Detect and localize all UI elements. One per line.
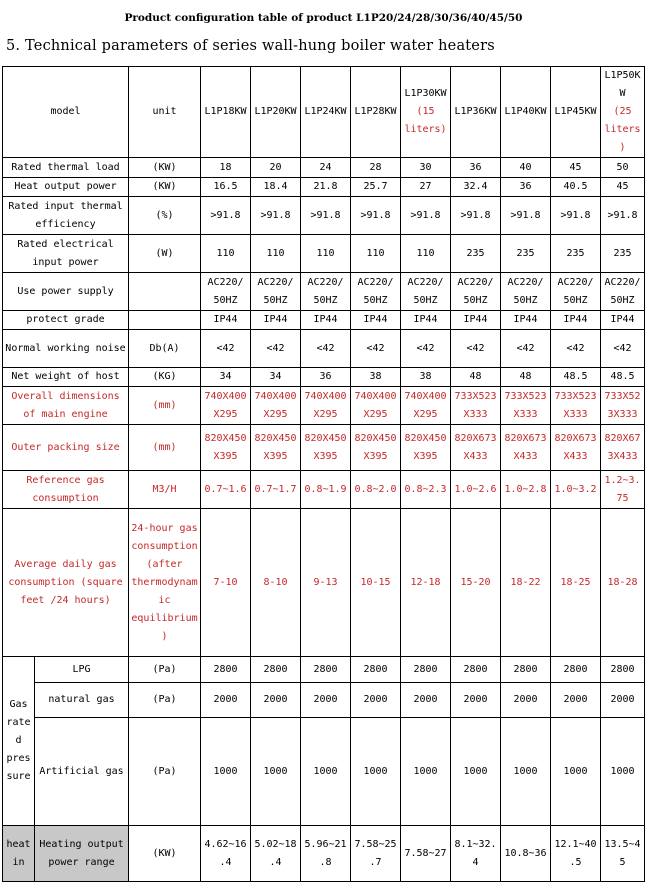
cell: 820X450X395: [401, 425, 451, 471]
cell: 2800: [401, 657, 451, 683]
cell: 2000: [501, 683, 551, 718]
row-unit: (KW): [129, 158, 201, 178]
cell: 2000: [451, 683, 501, 718]
cell: 34: [201, 368, 251, 387]
cell: >91.8: [201, 197, 251, 235]
model-note: (15 liters): [404, 106, 447, 135]
cell: 235: [601, 235, 645, 273]
cell: 7-10: [201, 509, 251, 657]
cell: <42: [251, 330, 301, 368]
cell: >91.8: [401, 197, 451, 235]
row-label: Heating output power range: [35, 826, 129, 882]
cell: 48: [501, 368, 551, 387]
cell: 10.8~36: [501, 826, 551, 882]
cell: 18-25: [551, 509, 601, 657]
cell: >91.8: [351, 197, 401, 235]
cell: 9-13: [301, 509, 351, 657]
cell: 820X673X433: [501, 425, 551, 471]
cell: AC220/ 50HZ: [501, 273, 551, 311]
cell: 45: [601, 178, 645, 197]
cell: 235: [501, 235, 551, 273]
table-row: [3, 197, 645, 235]
cell: 27: [401, 178, 451, 197]
cell: AC220/ 50HZ: [451, 273, 501, 311]
table-row: [3, 387, 645, 425]
table-row: [3, 657, 645, 683]
cell: 2800: [501, 657, 551, 683]
cell: 45: [551, 158, 601, 178]
row-label: natural gas: [35, 683, 129, 718]
cell: 2800: [351, 657, 401, 683]
row-label: Artificial gas: [35, 718, 129, 826]
cell: 12-18: [401, 509, 451, 657]
table-row: [3, 273, 645, 311]
row-unit: (W): [129, 235, 201, 273]
cell: 0.8~1.9: [301, 471, 351, 509]
table-row: [3, 311, 645, 330]
cell: 1.0~2.8: [501, 471, 551, 509]
cell: 36: [301, 368, 351, 387]
cell: 48.5: [551, 368, 601, 387]
cell: 1000: [551, 718, 601, 826]
cell: 48: [451, 368, 501, 387]
table-row: [3, 425, 645, 471]
cell: 2000: [551, 683, 601, 718]
cell: 2800: [451, 657, 501, 683]
cell: 733X523X333: [551, 387, 601, 425]
cell: 733X523X333: [501, 387, 551, 425]
cell: 2000: [251, 683, 301, 718]
cell: 740X400X295: [251, 387, 301, 425]
cell: 2800: [251, 657, 301, 683]
cell: 740X400X295: [201, 387, 251, 425]
cell: 820X673X433: [601, 425, 645, 471]
model-col-header: L1P30KW (15 liters): [401, 67, 451, 158]
row-unit: (Pa): [129, 718, 201, 826]
cell: 2800: [601, 657, 645, 683]
cell: IP44: [351, 311, 401, 330]
model-col-header: L1P45KW: [551, 67, 601, 158]
cell: 820X450X395: [351, 425, 401, 471]
spec-table: [2, 66, 645, 882]
cell: >91.8: [451, 197, 501, 235]
model-col-header: L1P24KW: [301, 67, 351, 158]
row-unit: [129, 273, 201, 311]
cell: 8.1~32.4: [451, 826, 501, 882]
cell: 18.4: [251, 178, 301, 197]
cell: 2800: [201, 657, 251, 683]
row-label: Average daily gas consumption (square feet /24 hours): [3, 509, 129, 657]
cell: IP44: [251, 311, 301, 330]
cell: 1000: [301, 718, 351, 826]
cell: 1.0~2.6: [451, 471, 501, 509]
gas-pressure-group-label: Gas rated pressure: [3, 657, 35, 826]
cell: 28: [351, 158, 401, 178]
cell: IP44: [301, 311, 351, 330]
cell: 110: [351, 235, 401, 273]
cell: 1000: [351, 718, 401, 826]
row-unit: [129, 311, 201, 330]
model-col-header: L1P50KW (25 liters): [601, 67, 645, 158]
table-row: [3, 509, 645, 657]
cell: <42: [401, 330, 451, 368]
row-unit: Db(A): [129, 330, 201, 368]
row-label: Reference gas consumption: [3, 471, 129, 509]
cell: 0.8~2.3: [401, 471, 451, 509]
cell: 7.58~27: [401, 826, 451, 882]
cell: 1000: [251, 718, 301, 826]
heating-group-label: heatin: [3, 826, 35, 882]
cell: 235: [451, 235, 501, 273]
cell: >91.8: [301, 197, 351, 235]
cell: 24: [301, 158, 351, 178]
model-note: (25 liters): [604, 106, 641, 153]
cell: 2800: [551, 657, 601, 683]
cell: AC220/ 50HZ: [351, 273, 401, 311]
row-label: Rated thermal load: [3, 158, 129, 178]
cell: 38: [351, 368, 401, 387]
cell: 235: [551, 235, 601, 273]
cell: AC220/ 50HZ: [201, 273, 251, 311]
row-label: Net weight of host: [3, 368, 129, 387]
cell: 1.2~3.75: [601, 471, 645, 509]
table-row: [3, 330, 645, 368]
cell: 25.7: [351, 178, 401, 197]
cell: 5.02~18.4: [251, 826, 301, 882]
cell: 740X400X295: [301, 387, 351, 425]
cell: 1000: [451, 718, 501, 826]
cell: IP44: [401, 311, 451, 330]
model-col-header: L1P36KW: [451, 67, 501, 158]
cell: 2000: [301, 683, 351, 718]
cell: 21.8: [301, 178, 351, 197]
table-row: [3, 471, 645, 509]
cell: AC220/ 50HZ: [551, 273, 601, 311]
cell: 18-28: [601, 509, 645, 657]
cell: 18: [201, 158, 251, 178]
cell: 15-20: [451, 509, 501, 657]
cell: 110: [301, 235, 351, 273]
cell: 1000: [201, 718, 251, 826]
row-label: protect grade: [3, 311, 129, 330]
row-unit: (mm): [129, 387, 201, 425]
row-unit: (KG): [129, 368, 201, 387]
row-unit: (mm): [129, 425, 201, 471]
section-title: 5. Technical parameters of series wall-hung boiler water heaters: [6, 38, 495, 54]
cell: 18-22: [501, 509, 551, 657]
cell: 820X450X395: [201, 425, 251, 471]
row-unit: (Pa): [129, 683, 201, 718]
cell: IP44: [601, 311, 645, 330]
row-label: Heat output power: [3, 178, 129, 197]
cell: 40.5: [551, 178, 601, 197]
table-row: [3, 158, 645, 178]
cell: >91.8: [251, 197, 301, 235]
cell: 50: [601, 158, 645, 178]
cell: 40: [501, 158, 551, 178]
cell: 2000: [351, 683, 401, 718]
cell: 0.7~1.7: [251, 471, 301, 509]
row-unit: 24-hour gas consumption (after thermodynamic equilibrium): [129, 509, 201, 657]
cell: AC220/ 50HZ: [401, 273, 451, 311]
cell: 16.5: [201, 178, 251, 197]
cell: 36: [501, 178, 551, 197]
cell: AC220/ 50HZ: [601, 273, 645, 311]
cell: 820X450X395: [251, 425, 301, 471]
cell: 110: [201, 235, 251, 273]
cell: >91.8: [551, 197, 601, 235]
row-label: Rated input thermal efficiency: [3, 197, 129, 235]
cell: <42: [551, 330, 601, 368]
cell: 2000: [401, 683, 451, 718]
row-label: Use power supply: [3, 273, 129, 311]
cell: <42: [201, 330, 251, 368]
cell: 0.8~2.0: [351, 471, 401, 509]
unit-header: unit: [129, 67, 201, 158]
cell: <42: [601, 330, 645, 368]
model-header: model: [3, 67, 129, 158]
model-col-header: L1P20KW: [251, 67, 301, 158]
cell: <42: [301, 330, 351, 368]
cell: 2000: [601, 683, 645, 718]
cell: IP44: [501, 311, 551, 330]
cell: 733X523X333: [601, 387, 645, 425]
cell: 5.96~21.8: [301, 826, 351, 882]
row-label: LPG: [35, 657, 129, 683]
cell: AC220/ 50HZ: [251, 273, 301, 311]
row-unit: M3/H: [129, 471, 201, 509]
cell: 1000: [601, 718, 645, 826]
table-row: [3, 718, 645, 826]
cell: 1000: [501, 718, 551, 826]
cell: 820X673X433: [451, 425, 501, 471]
model-col-header: L1P40KW: [501, 67, 551, 158]
cell: <42: [351, 330, 401, 368]
cell: 2800: [301, 657, 351, 683]
cell: 7.58~25.7: [351, 826, 401, 882]
cell: 10-15: [351, 509, 401, 657]
cell: 110: [251, 235, 301, 273]
document-title: Product configuration table of product L1P20/24/28/30/36/40/45/50: [124, 12, 523, 24]
cell: 110: [401, 235, 451, 273]
cell: 820X450X395: [301, 425, 351, 471]
cell: 20: [251, 158, 301, 178]
cell: 820X673X433: [551, 425, 601, 471]
cell: 740X400X295: [401, 387, 451, 425]
table-row: [3, 826, 645, 882]
table-row: [3, 235, 645, 273]
cell: 8-10: [251, 509, 301, 657]
table-row: [3, 683, 645, 718]
row-unit: (%): [129, 197, 201, 235]
row-unit: (KW): [129, 826, 201, 882]
row-label: Overall dimensions of main engine: [3, 387, 129, 425]
cell: 1000: [401, 718, 451, 826]
header-row: [3, 67, 645, 158]
model-col-header: L1P18KW: [201, 67, 251, 158]
cell: IP44: [451, 311, 501, 330]
cell: 740X400X295: [351, 387, 401, 425]
cell: 34: [251, 368, 301, 387]
table-row: [3, 368, 645, 387]
cell: 4.62~16.4: [201, 826, 251, 882]
cell: >91.8: [501, 197, 551, 235]
cell: 13.5~45: [601, 826, 645, 882]
table-row: [3, 178, 645, 197]
cell: <42: [501, 330, 551, 368]
cell: 0.7~1.6: [201, 471, 251, 509]
cell: 2000: [201, 683, 251, 718]
row-label: Normal working noise: [3, 330, 129, 368]
cell: IP44: [551, 311, 601, 330]
row-label: Outer packing size: [3, 425, 129, 471]
cell: 12.1~40.5: [551, 826, 601, 882]
row-unit: (Pa): [129, 657, 201, 683]
cell: 1.0~3.2: [551, 471, 601, 509]
cell: <42: [451, 330, 501, 368]
cell: 36: [451, 158, 501, 178]
model-col-header: L1P28KW: [351, 67, 401, 158]
row-label: Rated electrical input power: [3, 235, 129, 273]
cell: 38: [401, 368, 451, 387]
cell: 733X523X333: [451, 387, 501, 425]
row-unit: (KW): [129, 178, 201, 197]
cell: 30: [401, 158, 451, 178]
cell: AC220/ 50HZ: [301, 273, 351, 311]
cell: >91.8: [601, 197, 645, 235]
cell: 32.4: [451, 178, 501, 197]
cell: 48.5: [601, 368, 645, 387]
cell: IP44: [201, 311, 251, 330]
